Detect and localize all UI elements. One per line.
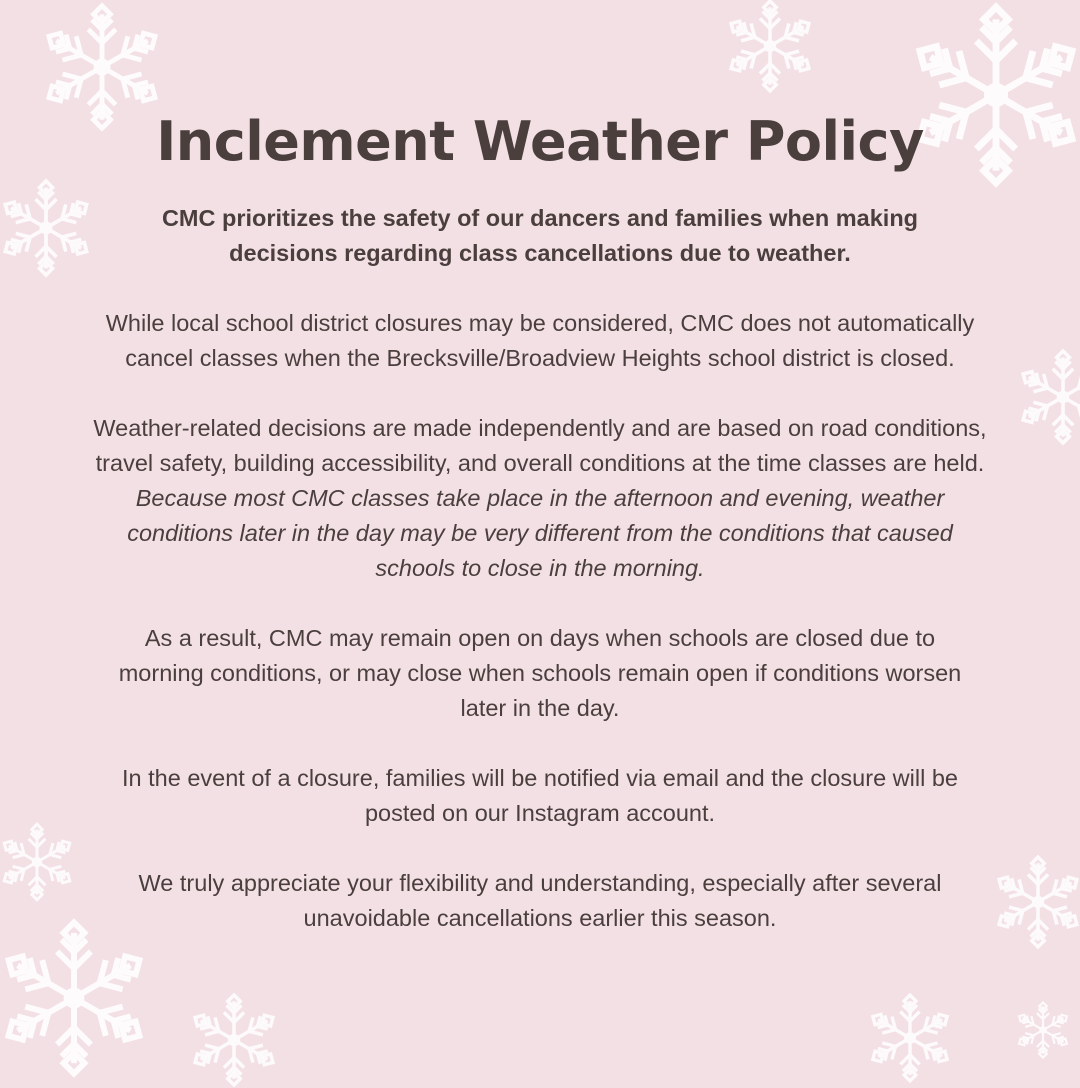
decisions-paragraph [90,411,990,586]
snowflake-icon [0,916,148,1080]
snowflake-icon [868,996,952,1080]
snowflake-icon [1016,1002,1070,1058]
snowflake-icon [994,848,1080,956]
intro-paragraph: CMC prioritizes the safety of our dancers and families when making decisions regarding class cancellations due to weather. [161,205,919,266]
snowflake-icon [190,992,278,1088]
snowflake-icon [0,822,74,902]
decisions-text: Weather-related decisions are made independently and are based on road conditions, travel safety, building accessibility, and overall conditions at the time classes are held. [93,415,987,476]
school-closures-paragraph: While local school district closures may be considered, CMC does not automatically cancel classes when the Brecksville/Broadview Heights school district is closed. [105,310,975,371]
page-title: Inclement Weather Policy [156,110,924,173]
result-paragraph: As a result, CMC may remain open on days when schools are closed due to morning conditions, or may close when schools remain open if conditions worsen later in the day. [118,625,962,721]
decisions-italic-text: Because most CMC classes take place in the afternoon and evening, weather conditions later in the day may be very different from the conditions that caused schools to close in the morning. [127,485,953,581]
snowflake-icon [726,0,814,92]
policy-content [90,104,990,936]
snowflake-icon [1018,346,1080,448]
snowflake-icon [0,176,92,280]
notification-paragraph: In the event of a closure, families will be notified via email and the closure will be posted on our Instagram account. [122,765,958,826]
thanks-paragraph: We truly appreciate your flexibility and understanding, especially after several unavoidable cancellations earlier this season. [138,870,942,931]
